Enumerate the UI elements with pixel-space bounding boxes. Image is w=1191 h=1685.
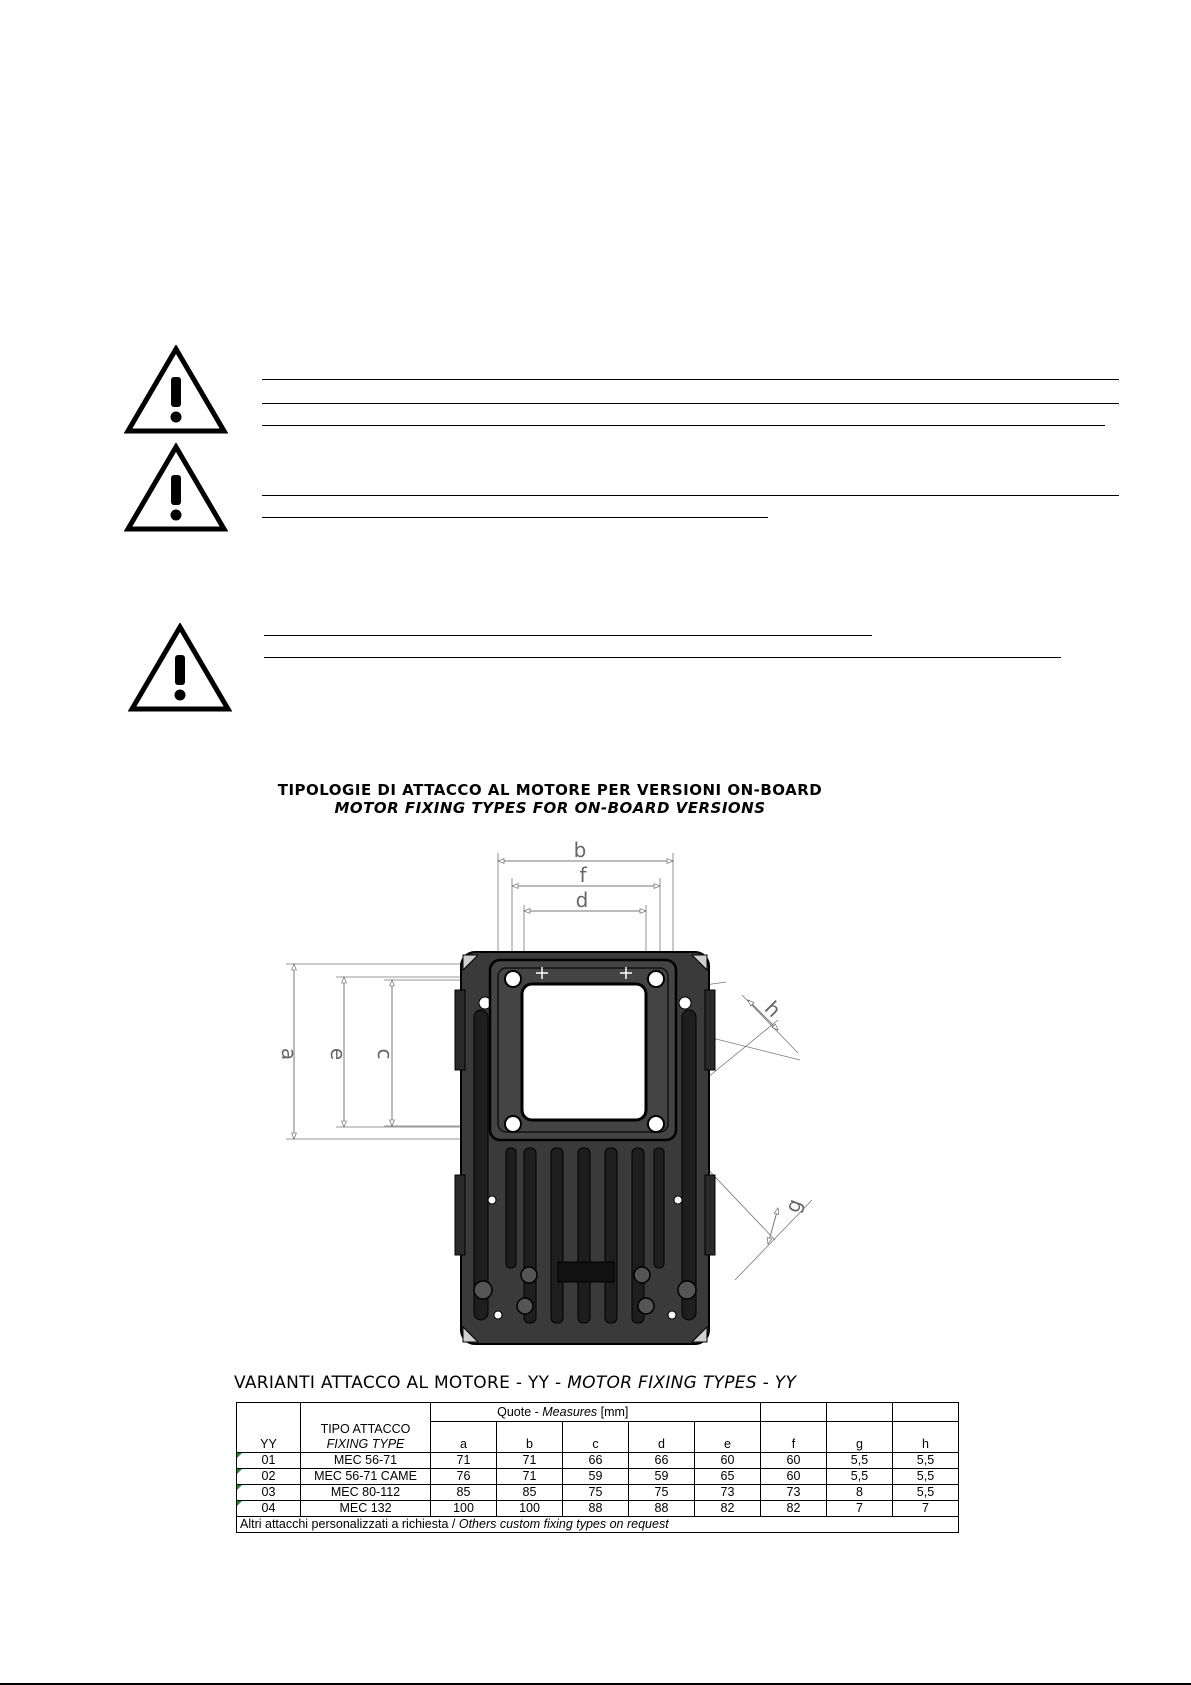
- cell-c: 59: [563, 1469, 629, 1485]
- underline-rule: [262, 403, 1119, 404]
- dim-label-a: a: [277, 1047, 301, 1061]
- col-c: c: [563, 1422, 629, 1453]
- table-note: [237, 1517, 959, 1533]
- cell-h: 5,5: [893, 1453, 959, 1469]
- header-spacer: [827, 1403, 893, 1422]
- cell-a: 85: [431, 1485, 497, 1501]
- dim-label-c: c: [373, 1048, 397, 1060]
- note-en: Others custom fixing types on request: [458, 1517, 669, 1531]
- diagram-title-en: MOTOR FIXING TYPES FOR ON-BOARD VERSIONS: [334, 799, 766, 817]
- row-yy: [237, 1453, 301, 1469]
- variants-table: [236, 1402, 959, 1533]
- cell-c: 75: [563, 1485, 629, 1501]
- underline-rule: [264, 657, 1061, 658]
- note-it: Altri attacchi personalizzati a richiesta /: [240, 1517, 459, 1531]
- cell-h: 7: [893, 1501, 959, 1517]
- header-spacer: [893, 1403, 959, 1422]
- variants-title-it: VARIANTI ATTACCO AL MOTORE - YY -: [234, 1373, 568, 1393]
- underline-rule: [262, 495, 1119, 496]
- col-a: a: [431, 1422, 497, 1453]
- col-f: f: [761, 1422, 827, 1453]
- variants-title-en: MOTOR FIXING TYPES - YY: [567, 1373, 797, 1393]
- header-type-it: TIPO ATTACCO: [320, 1422, 411, 1436]
- row-type: MEC 56-71: [301, 1453, 431, 1469]
- cell-c: 88: [563, 1501, 629, 1517]
- table-row: [237, 1453, 959, 1469]
- cell-e: 60: [695, 1453, 761, 1469]
- cell-f: 73: [761, 1485, 827, 1501]
- underline-rule: [262, 379, 1119, 380]
- underline-rule: [262, 517, 768, 518]
- col-b: b: [497, 1422, 563, 1453]
- cell-g: 5,5: [827, 1453, 893, 1469]
- cell-h: 5,5: [893, 1469, 959, 1485]
- col-g: g: [827, 1422, 893, 1453]
- cell-e: 82: [695, 1501, 761, 1517]
- dim-label-g: g: [779, 1195, 807, 1216]
- cell-e: 65: [695, 1469, 761, 1485]
- header-fixing-type: [301, 1403, 431, 1453]
- measures-italic: Measures: [542, 1404, 598, 1419]
- measures-unit: [mm]: [597, 1404, 629, 1419]
- cell-h: 5,5: [893, 1485, 959, 1501]
- cell-d: 75: [629, 1485, 695, 1501]
- table-row: [237, 1485, 959, 1501]
- cell-g: 8: [827, 1485, 893, 1501]
- warning-icon: [124, 345, 228, 435]
- header-spacer: [761, 1403, 827, 1422]
- cell-c: 66: [563, 1453, 629, 1469]
- dim-label-e: e: [326, 1047, 350, 1061]
- row-yy-value: 02: [261, 1469, 276, 1483]
- row-yy-value: 04: [261, 1501, 276, 1515]
- header-type-en: FIXING TYPE: [326, 1437, 405, 1451]
- dim-label-f: f: [579, 863, 587, 887]
- cell-a: 76: [431, 1469, 497, 1485]
- cell-g: 5,5: [827, 1469, 893, 1485]
- cell-d: 66: [629, 1453, 695, 1469]
- warning-icon: [124, 443, 228, 533]
- cell-a: 71: [431, 1453, 497, 1469]
- underline-rule: [264, 635, 872, 636]
- cell-g: 7: [827, 1501, 893, 1517]
- row-marker: [237, 1485, 242, 1490]
- motor-flange-drawing: [260, 840, 820, 1355]
- underline-rule: [262, 425, 1105, 426]
- cell-f: 60: [761, 1469, 827, 1485]
- dim-label-d: d: [575, 888, 589, 912]
- table-row: [237, 1469, 959, 1485]
- row-marker: [237, 1501, 242, 1506]
- dim-label-h: h: [759, 996, 786, 1023]
- diagram-title-it: TIPOLOGIE DI ATTACCO AL MOTORE PER VERSIONI ON-BOARD: [277, 781, 823, 799]
- row-yy-value: 03: [261, 1485, 276, 1499]
- table-note-row: [237, 1517, 959, 1533]
- cell-d: 59: [629, 1469, 695, 1485]
- row-yy: [237, 1469, 301, 1485]
- header-yy: YY: [237, 1403, 301, 1453]
- row-yy: [237, 1501, 301, 1517]
- row-marker: [237, 1469, 242, 1474]
- col-h: h: [893, 1422, 959, 1453]
- cell-a: 100: [431, 1501, 497, 1517]
- row-type: MEC 132: [301, 1501, 431, 1517]
- row-type: MEC 80-112: [301, 1485, 431, 1501]
- table-header-row: [237, 1403, 959, 1422]
- col-d: d: [629, 1422, 695, 1453]
- diagram-title: [250, 781, 850, 817]
- warning-icon: [128, 623, 232, 713]
- row-marker: [237, 1453, 242, 1458]
- cell-e: 73: [695, 1485, 761, 1501]
- row-type: MEC 56-71 CAME: [301, 1469, 431, 1485]
- header-measures: [431, 1403, 695, 1422]
- cell-b: 85: [497, 1485, 563, 1501]
- cell-f: 82: [761, 1501, 827, 1517]
- dim-label-b: b: [573, 840, 587, 862]
- variants-title: [234, 1373, 796, 1393]
- cell-d: 88: [629, 1501, 695, 1517]
- header-spacer: [695, 1403, 761, 1422]
- row-yy-value: 01: [261, 1453, 276, 1467]
- cell-b: 71: [497, 1453, 563, 1469]
- cell-b: 71: [497, 1469, 563, 1485]
- col-e: e: [695, 1422, 761, 1453]
- table-row: [237, 1501, 959, 1517]
- cell-f: 60: [761, 1453, 827, 1469]
- measures-prefix: Quote -: [497, 1404, 543, 1419]
- row-yy: [237, 1485, 301, 1501]
- cell-b: 100: [497, 1501, 563, 1517]
